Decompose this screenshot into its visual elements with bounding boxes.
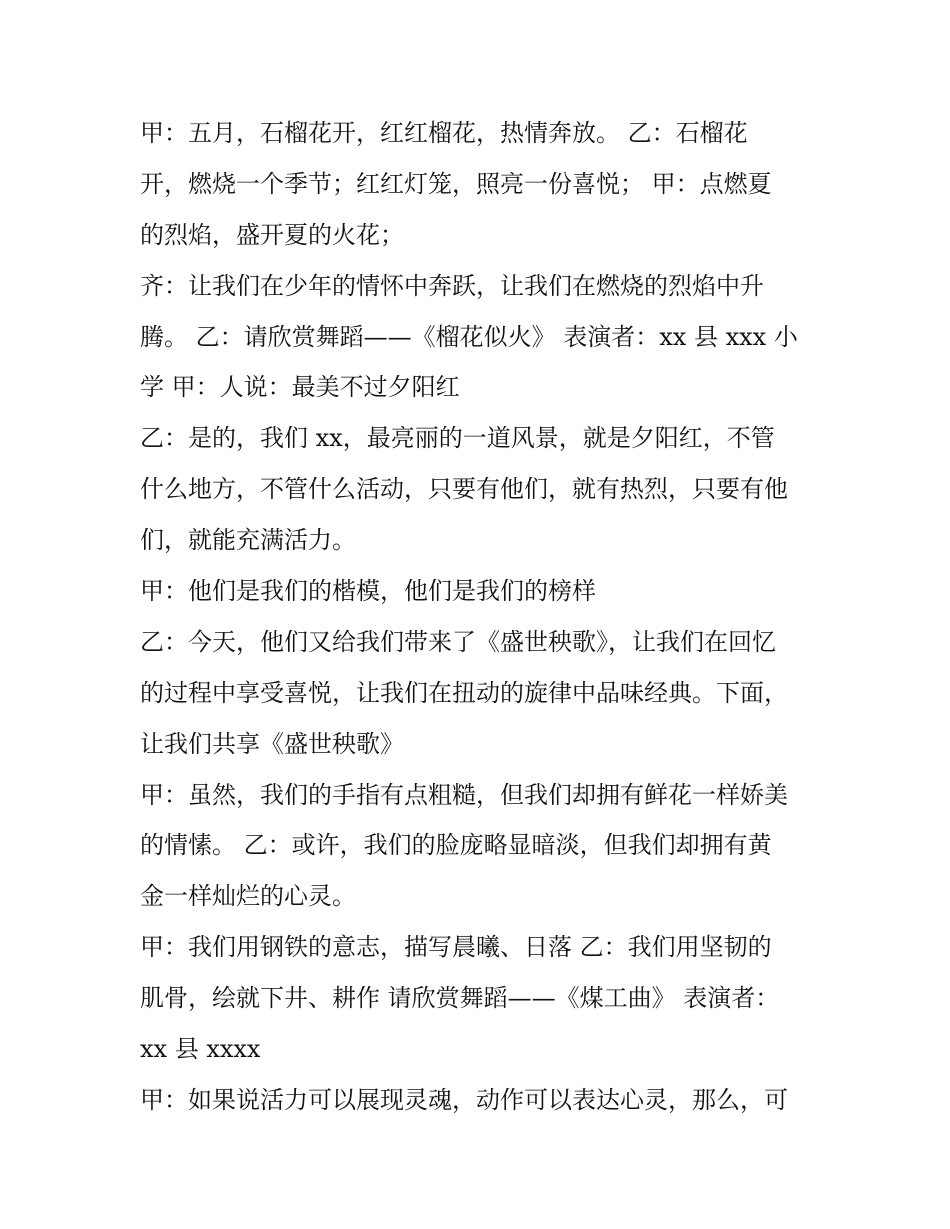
- document-body: [140, 108, 820, 1126]
- text-line: 甲：我们用钢铁的意志，描写晨曦、日落 乙：我们用坚韧的: [140, 933, 772, 962]
- text-line: 肌骨，绘就下井、耕作 请欣赏舞蹈——《煤工曲》 表演者：: [140, 984, 780, 1013]
- text-line: 甲：如果说活力可以展现灵魂，动作可以表达心灵，那么，可: [140, 1085, 788, 1114]
- text-line: 腾。 乙：请欣赏舞蹈——《榴花似火》 表演者：xx 县 xxx 小: [140, 322, 798, 351]
- text-line: 乙：是的，我们 xx，最亮丽的一道风景，就是夕阳红，不管: [140, 424, 775, 453]
- text-line: 的过程中享受喜悦，让我们在扭动的旋律中品味经典。下面，: [140, 678, 788, 707]
- text-line: 开，燃烧一个季节；红红灯笼，照亮一份喜悦； 甲：点燃夏: [140, 169, 772, 198]
- text-line: 金一样灿烂的心灵。: [140, 882, 356, 911]
- text-line: 乙：今天，他们又给我们带来了《盛世秧歌》，让我们在回忆: [140, 627, 776, 656]
- text-line: xx 县 xxxx: [140, 1035, 261, 1064]
- text-line: 齐：让我们在少年的情怀中奔跃，让我们在燃烧的烈焰中升: [140, 271, 764, 300]
- text-line: 的情愫。 乙：或许，我们的脸庞略显暗淡，但我们却拥有黄: [140, 831, 772, 860]
- text-line: 学 甲：人说：最美不过夕阳红: [140, 373, 460, 402]
- text-line: 甲：他们是我们的楷模，他们是我们的榜样: [140, 577, 596, 606]
- text-line: 甲：五月，石榴花开，红红榴花，热情奔放。 乙：石榴花: [140, 119, 748, 147]
- text-line: 让我们共享《盛世秧歌》: [140, 729, 404, 758]
- text-line: 的烈焰，盛开夏的火花；: [140, 220, 404, 249]
- text-line: 什么地方，不管什么活动，只要有他们，就有热烈，只要有他: [140, 475, 788, 504]
- text-line: 们，就能充满活力。: [140, 526, 356, 555]
- text-line: 甲：虽然，我们的手指有点粗糙，但我们却拥有鲜花一样娇美: [140, 780, 788, 809]
